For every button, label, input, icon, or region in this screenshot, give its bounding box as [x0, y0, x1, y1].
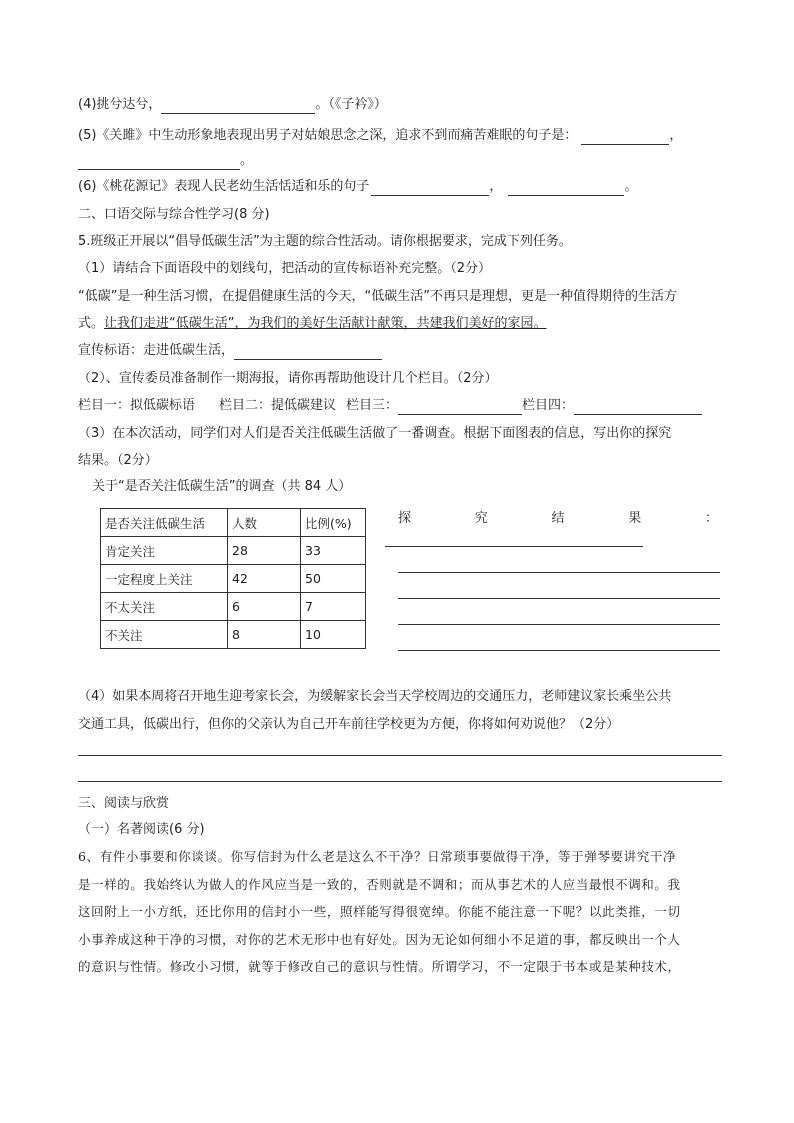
- reading-line: 小事养成这种干净的习惯，对你的艺术无形中也有好处。因为无论如何细小不足道的事，都反映出一个人: [78, 932, 681, 947]
- answer-line[interactable]: [398, 598, 720, 599]
- q5-intro: 5.班级正开展以“倡导低碳生活”为主题的综合性活动。请你根据要求，完成下列任务。: [78, 234, 572, 249]
- sub-question-2: （2）、宣传委员准备制作一期海报，请你再帮助他设计几个栏目。（2分）: [78, 371, 498, 386]
- slogan-line: 宣传标语：走进低碳生活，: [78, 342, 382, 360]
- answer-line[interactable]: [398, 624, 720, 625]
- answer-blank[interactable]: [574, 400, 702, 415]
- answer-line[interactable]: [78, 755, 722, 756]
- table-header: 是否关注低碳生活: [101, 509, 228, 537]
- q5-line: (5)《关雎》中生动形象地表现出男子对姑娘思念之深，追求不到而痛苦难眠的句子是： ，: [78, 128, 683, 143]
- answer-line[interactable]: [398, 650, 720, 651]
- answer-blank[interactable]: [161, 99, 315, 114]
- table-cell: 10: [301, 621, 366, 649]
- table-cell: 肯定关注: [101, 537, 228, 565]
- table-cell: 一定程度上关注: [101, 565, 228, 593]
- table-cell: 6: [228, 593, 301, 621]
- table-cell: 不关注: [101, 621, 228, 649]
- table-row: [101, 593, 366, 621]
- sub-question-3: （3）在本次活动，同学们对人们是否关注低碳生活做了一番调查。根据下面图表的信息，写出你的探究: [78, 426, 672, 441]
- answer-blank[interactable]: [581, 130, 669, 145]
- table-cell: 33: [301, 537, 366, 565]
- reading-line: 是一样的。我始终认为做人的作风应当是一致的，否则就是不调和；而从事艺术的人应当最恨不调和。我: [78, 877, 681, 892]
- survey-title: 关于“是否关注低碳生活”的调查（共 84 人）: [92, 479, 352, 494]
- answer-blank[interactable]: [398, 400, 522, 415]
- sub-question-3-cont: 结果。（2分）: [78, 453, 158, 468]
- paragraph-line-1: “低碳”是一种生活习惯，在提倡健康生活的今天，“低碳生活”不再只是理想，更是一种值得期待的生活方: [78, 289, 677, 304]
- sub-question-4: （4）如果本周将召开地生迎考家长会，为缓解家长会当天学校周边的交通压力，老师建议家长乘坐公共: [78, 689, 672, 704]
- answer-line[interactable]: [398, 572, 720, 573]
- columns-line: 栏目一：拟低碳标语 栏目二：提低碳建议 栏目三： 栏目四：: [78, 397, 702, 415]
- table-cell: 28: [228, 537, 301, 565]
- table-header: 比例(%): [301, 509, 366, 537]
- reading-line: 的意识与性情。修改小习惯，就等于修改自己的意识与性情。所谓学习，不一定限于书本或是某种技术，: [78, 959, 681, 974]
- underlined-sentence: 让我们走进“低碳生活”，为我们的美好生活献计献策，共建我们美好的家园。: [104, 316, 547, 331]
- answer-line[interactable]: [385, 546, 643, 547]
- paragraph-line-2: 式。让我们走进“低碳生活”，为我们的美好生活献计献策，共建我们美好的家园。: [78, 316, 547, 331]
- reading-line: 这回附上一小方纸，还比你用的信封小一些，照样能写得很宽绰。你能不能注意一下呢？以此类推，一切: [78, 904, 681, 919]
- table-row: [101, 537, 366, 565]
- answer-blank[interactable]: [234, 345, 382, 360]
- result-label: 探 究 结 果 ：: [398, 511, 718, 526]
- table-cell: 50: [301, 565, 366, 593]
- table-header-row: [101, 509, 366, 537]
- survey-table: [100, 508, 366, 649]
- table-cell: 8: [228, 621, 301, 649]
- answer-line[interactable]: [78, 781, 722, 782]
- q4-line: (4)挑兮达兮， 。（《子衿》）: [78, 97, 387, 112]
- answer-blank[interactable]: [371, 181, 489, 196]
- q6-line: (6)《桃花源记》表现人民老幼生活恬适和乐的句子 ， 。: [78, 179, 638, 194]
- table-cell: 42: [228, 565, 301, 593]
- table-row: [101, 565, 366, 593]
- table-row: [101, 621, 366, 649]
- table-header: 人数: [228, 509, 301, 537]
- section-3-sub-heading: （一）名著阅读(6 分): [78, 822, 205, 837]
- sub-question-4-cont: 交通工具，低碳出行，但你的父亲认为自己开车前往学校更为方便，你将如何劝说他？（2分）: [78, 717, 620, 732]
- section-2-heading: 二、口语交际与综合性学习(8 分): [78, 207, 270, 222]
- reading-line: 6、有件小事要和你谈谈。你写信封为什么老是这么不干净？日常琐事要做得干净，等于弹琴要讲究干净: [78, 849, 677, 864]
- q5-line-2: 。: [78, 152, 253, 170]
- answer-blank[interactable]: [508, 181, 624, 196]
- answer-blank[interactable]: [78, 155, 240, 170]
- section-3-heading: 三、阅读与欣赏: [78, 796, 170, 811]
- table-cell: 7: [301, 593, 366, 621]
- table-cell: 不太关注: [101, 593, 228, 621]
- sub-question-1: （1）请结合下面语段中的划线句，把活动的宣传标语补充完整。（2分）: [78, 261, 492, 276]
